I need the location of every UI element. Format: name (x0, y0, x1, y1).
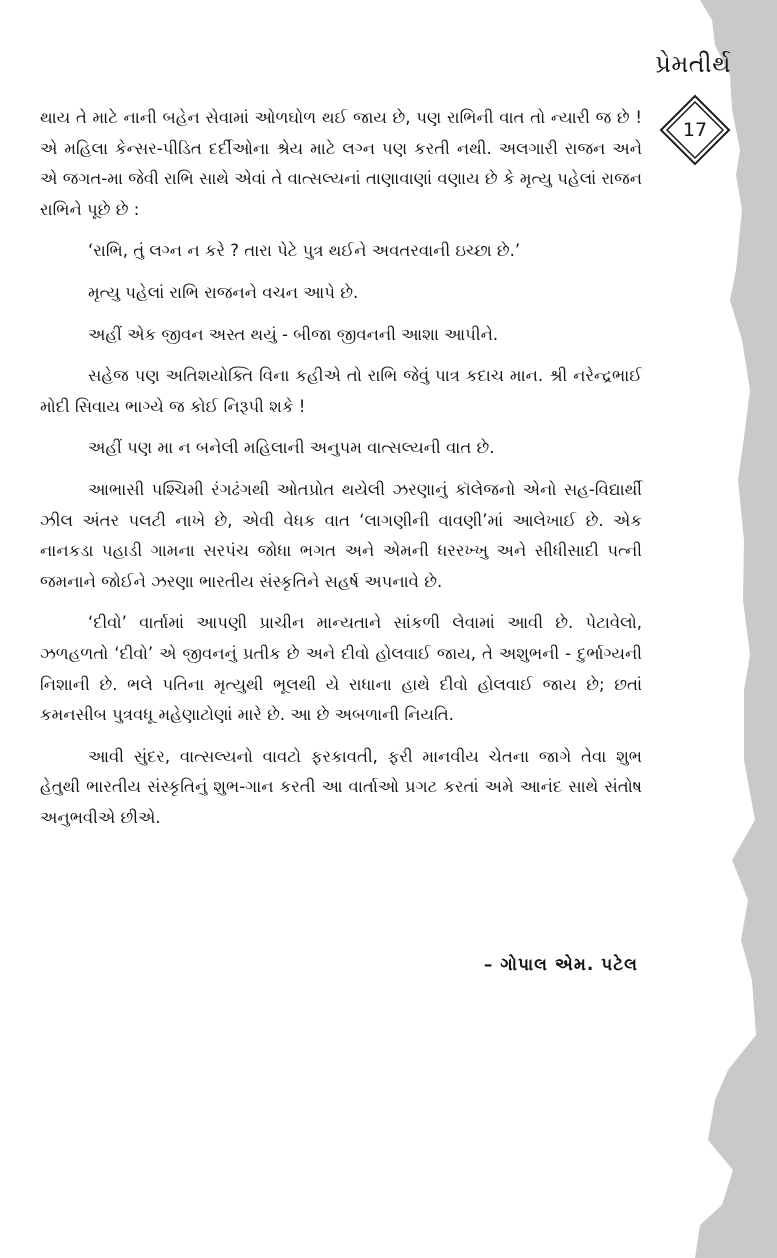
paragraph: આવી સુંદર, વાત્સલ્યનો વાવટો ફરકાવતી, ફરી માનવીય ચેતના જાગે તેવા શુભ હેતુથી ભારતીય સંસ્કૃતિનું શુભ-ગાન કરતી આ વાર્તાઓ પ્રગટ કરતાં અમે આનંદ સાથે સંતોષ અનુભવીએ છીએ. (40, 746, 642, 827)
body-text (40, 103, 642, 844)
paragraph: અહીં પણ મા ન બનેલી મહિલાની અનુપમ વાત્સલ્યની વાત છે. (88, 438, 495, 458)
paragraph: સહેજ પણ અતિશયોક્તિ વિના કહીએ તો રાભિ જેવું પાત્ર કદાચ માન. શ્રી નરેન્દ્રભાઈ મોદી સિવાય ભાગ્યે જ કોઈ નિરૂપી શકે ! (40, 366, 642, 416)
paragraph: થાય તે માટે નાની બહેન સેવામાં ઓળઘોળ થઈ જાય છે, પણ રાભિની વાત તો ન્યારી જ છે ! એ મહિલા કેન્સર-પીડિત દર્દીઓના શ્રેય માટે લગ્ન પણ કરતી નથી. અલગારી રાજન અને એ જગત-મા જેવી રાભિ સાથે એવાં તે વાત્સલ્યનાં તાણાવાણાં વણાય છે કે મૃત્યુ પહેલાં રાજન રાભિને પૂછે છે : (40, 108, 642, 219)
paragraph: મૃત્યુ પહેલાં રાભિ રાજનને વચન આપે છે. (88, 282, 359, 302)
paragraph: આભાસી પશ્ચિમી રંગઢંગથી ઓતપ્રોત થયેલી ઝરણાનું કૉલેજનો એનો સહ-વિદ્યાર્થી ઝીલ અંતર પલટી નાખે છે, એવી વેધક વાત ‘લાગણીની વાવણી’માં આલેખાઈ છે. એક નાનકડા પહાડી ગામના સરપંચ જોધા ભગત અને એમની ધરરખ્ખુ અને સીધીસાદી પત્ની જમનાને જોઈને ઝરણા ભારતીય સંસ્કૃતિને સહર્ષ અપનાવે છે. (40, 479, 642, 591)
page-number-badge (658, 93, 732, 167)
paragraph: ‘દીવો’ વાર્તામાં આપણી પ્રાચીન માન્યતાને સાંકળી લેવામાં આવી છે. પેટાવેલો, ઝળહળતો ‘દીવો’ એ જીવનનું પ્રતીક છે અને દીવો હોલવાઈ જાય, તે અશુભની - દુર્ભાગ્યની નિશાની છે. ભલે પતિના મૃત્યુથી ભૂલથી યે રાધાના હાથે દીવો હોલવાઈ જાય છે; છતાં કમનસીબ પુત્રવધૂ મહેણાટોણાં મારે છે. આ છે અબળાની નિયતિ. (40, 613, 642, 725)
author-signature: – ગોપાલ એમ. પટેલ (483, 955, 638, 975)
book-title-header: પ્રેમતીર્થ (655, 50, 731, 78)
paragraph: ‘રાભિ, તું લગ્ન ન કરે ? તારા પેટે પુત્ર થઈને અવતરવાની ઇચ્છા છે.’ (88, 241, 521, 261)
paragraph: અહીં એક જીવન અસ્ત થયું - બીજા જીવનની આશા આપીને. (88, 324, 499, 344)
page-number: 17 (682, 119, 708, 141)
